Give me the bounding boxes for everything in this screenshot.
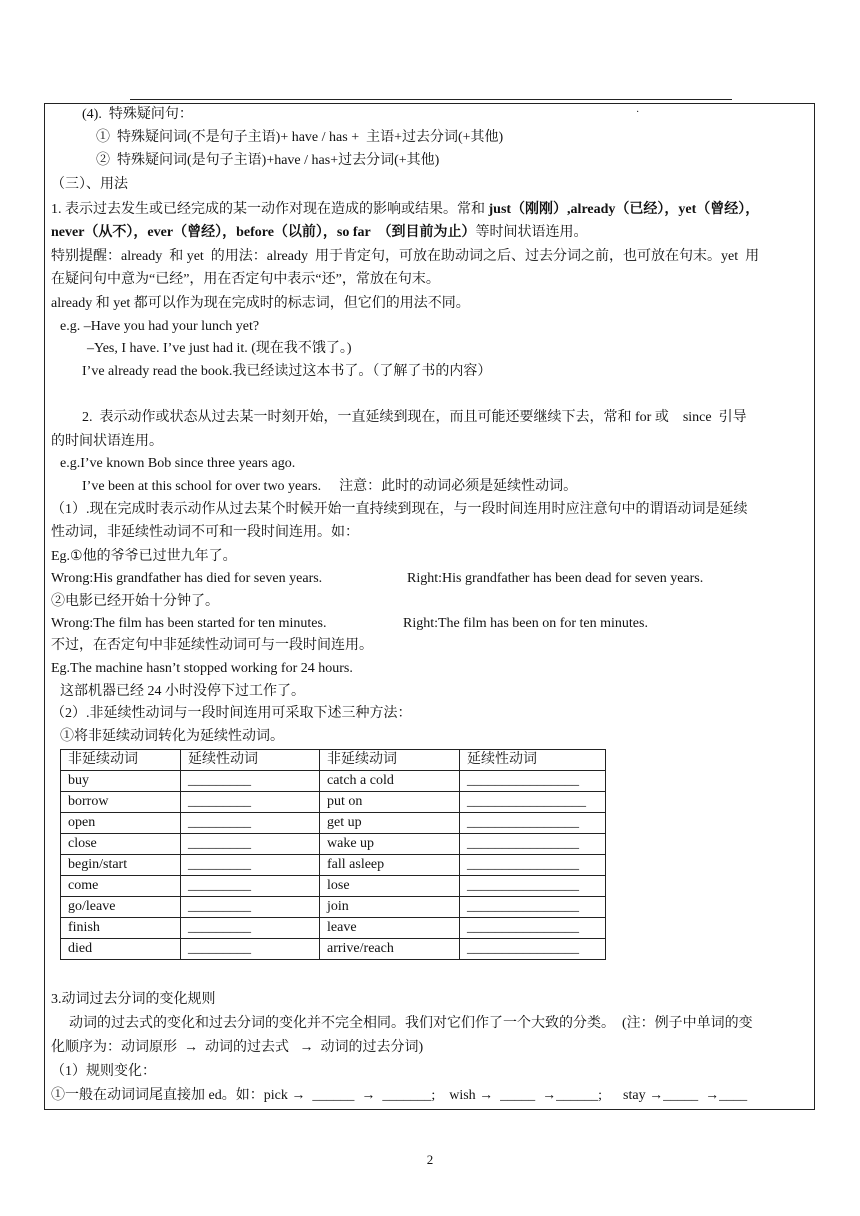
header-rule [130, 99, 732, 100]
header-dot: · [636, 107, 640, 118]
table-row [61, 897, 606, 918]
example-1: e.g. –Have you had your lunch yet? [60, 319, 260, 334]
regular-change-heading: （1）规则变化： [51, 1064, 156, 1079]
verb-cell: buy [61, 771, 181, 792]
page-number: 2 [426, 1152, 434, 1167]
rule-1: ① 特殊疑问词(不是句子主语)+ have / has + 主语+过去分词(+其他) [96, 130, 504, 145]
table-row [61, 855, 606, 876]
example-6: Eg.①他的爷爷已过世九年了。 [51, 549, 237, 564]
verb-cell: died [61, 939, 181, 960]
verb-cell: leave [320, 918, 460, 939]
blank-cell: _________ [181, 834, 320, 855]
blank-cell: _________________ [460, 792, 606, 813]
blank-cell: ________________ [460, 897, 606, 918]
verb-cell: arrive/reach [320, 939, 460, 960]
example-5: I’ve been at this school for over two years. 注意：此时的动词必须是延续性动词。 [82, 479, 578, 494]
blank-cell: ________________ [460, 813, 606, 834]
example-2: –Yes, I have. I’ve just had it. (现在我不饿了。) [87, 341, 352, 356]
example-8: Eg.The machine hasn’t stopped working for 24 hours. [51, 661, 353, 676]
note-line3: already 和 yet 都可以作为现在完成时的标志词，但它们的用法不同。 [51, 296, 470, 311]
table-header-row [61, 750, 606, 771]
section-3-line2: 化顺序为：动词原形 → 动词的过去式 → 动词的过去分词) [51, 1040, 424, 1055]
verb-cell: borrow [61, 792, 181, 813]
verb-cell: wake up [320, 834, 460, 855]
table-header-cell: 延续性动词 [460, 750, 606, 771]
usage-1-line2: never（从不），ever（曾经），before（以前），so far （到目前为止）等时间状语连用。 [51, 225, 588, 240]
right-1: Right:His grandfather has been dead for seven years. [407, 571, 704, 586]
example-4: e.g.I’ve known Bob since three years ago. [60, 456, 296, 471]
verb-cell: join [320, 897, 460, 918]
verb-cell: go/leave [61, 897, 181, 918]
blank-cell: _________ [181, 939, 320, 960]
wrong-1: Wrong:His grandfather has died for seven years. [51, 571, 323, 586]
blank-cell: _________ [181, 918, 320, 939]
verb-cell: open [61, 813, 181, 834]
verb-cell: catch a cold [320, 771, 460, 792]
verb-cell: lose [320, 876, 460, 897]
blank-cell: ________________ [460, 939, 606, 960]
verb-conversion-table [60, 749, 606, 960]
table-row [61, 918, 606, 939]
blank-cell: _________ [181, 876, 320, 897]
table-header-cell: 非延续动词 [61, 750, 181, 771]
blank-cell: _________ [181, 771, 320, 792]
point-1-line1: （1）.现在完成时表示动作从过去某个时候开始一直持续到现在，与一段时间连用时应注意句中的谓语动词是延续 [51, 502, 748, 517]
blank-cell: _________ [181, 792, 320, 813]
blank-cell: ________________ [460, 918, 606, 939]
rule-2: ② 特殊疑问词(是句子主语)+have / has+过去分词(+其他) [96, 153, 440, 168]
wrong-2: Wrong:The film has been started for ten minutes. [51, 616, 327, 631]
blank-cell: ________________ [460, 855, 606, 876]
verb-cell: get up [320, 813, 460, 834]
heading-special-question: (4). 特殊疑问句： [82, 107, 193, 122]
method-1: ①将非延续动词转化为延续性动词。 [60, 729, 284, 744]
example-7: ②电影已经开始十分钟了。 [51, 594, 219, 609]
regular-rule-1: ①一般在动词词尾直接加 ed。如：pick → ______ → _______; wish → _____ →______; stay →_____ →____ [51, 1088, 748, 1103]
verb-cell: close [61, 834, 181, 855]
point-1-line2: 性动词，非延续性动词不可和一段时间连用。如： [51, 525, 359, 540]
example-3: I’ve already read the book.我已经读过这本书了。（了解了书的内容） [82, 364, 492, 379]
table-row [61, 939, 606, 960]
point-2: （2）.非延续性动词与一段时间连用可采取下述三种方法： [51, 706, 412, 721]
blank-cell: ________________ [460, 771, 606, 792]
blank-cell: _________ [181, 813, 320, 834]
section-usage-heading: （三）、用法 [51, 177, 128, 192]
verb-cell: fall asleep [320, 855, 460, 876]
note-line2: 在疑问句中意为“已经”，用在否定句中表示“还”，常放在句末。 [51, 272, 440, 287]
table-row [61, 771, 606, 792]
blank-cell: ________________ [460, 834, 606, 855]
section-3-heading: 3.动词过去分词的变化规则 [51, 992, 216, 1007]
table-header-cell: 非延续动词 [320, 750, 460, 771]
blank-cell: _________ [181, 855, 320, 876]
usage-2-line2: 的时间状语连用。 [51, 434, 163, 449]
blank-cell: ________________ [460, 876, 606, 897]
verb-cell: put on [320, 792, 460, 813]
table-row [61, 792, 606, 813]
usage-1-line1: 1. 表示过去发生或已经完成的某一动作对现在造成的影响或结果。常和 just（刚刚）,already（已经），yet（曾经）， [51, 202, 760, 217]
example-8-translation: 这部机器已经 24 小时没停下过工作了。 [60, 684, 305, 699]
table-row [61, 813, 606, 834]
section-3-line1: 动词的过去式的变化和过去分词的变化并不完全相同。我们对它们作了一个大致的分类。 (注：例子中单词的变 [69, 1016, 753, 1031]
verb-cell: finish [61, 918, 181, 939]
verb-cell: come [61, 876, 181, 897]
note-negative: 不过，在否定句中非延续性动词可与一段时间连用。 [51, 638, 373, 653]
table-row [61, 834, 606, 855]
verb-cell: begin/start [61, 855, 181, 876]
table-header-cell: 延续性动词 [181, 750, 320, 771]
right-2: Right:The film has been on for ten minutes. [403, 616, 648, 631]
content-box [44, 103, 815, 1110]
blank-cell: _________ [181, 897, 320, 918]
usage-2-line1: 2. 表示动作或状态从过去某一时刻开始，一直延续到现在，而且可能还要继续下去，常和 for 或 since 引导 [82, 410, 747, 425]
note-line1: 特别提醒：already 和 yet 的用法：already 用于肯定句，可放在助动词之后、过去分词之前，也可放在句末。yet 用 [51, 249, 760, 264]
table-row [61, 876, 606, 897]
